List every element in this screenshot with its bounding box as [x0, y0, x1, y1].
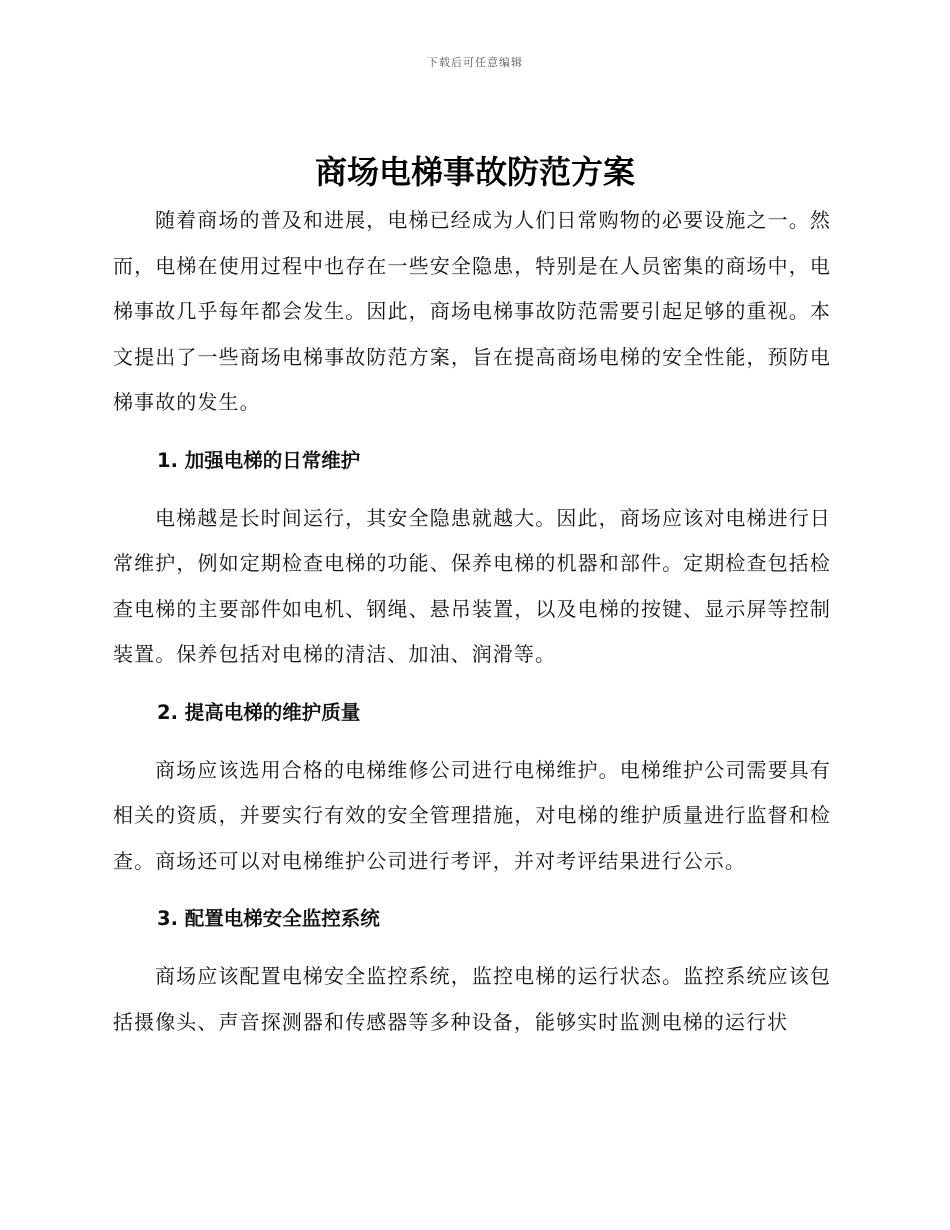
document-body	[113, 198, 831, 1045]
intro-paragraph: 随着商场的普及和进展，电梯已经成为人们日常购物的必要设施之一。然而，电梯在使用过程中也存在一些安全隐患，特别是在人员密集的商场中，电梯事故几乎每年都会发生。因此，商场电梯事故防范需要引起足够的重视。本文提出了一些商场电梯事故防范方案，旨在提高商场电梯的安全性能，预防电梯事故的发生。	[113, 208, 831, 414]
section-heading-3: 3. 配置电梯安全监控系统	[157, 907, 380, 930]
section-heading-2: 2. 提高电梯的维护质量	[157, 700, 361, 724]
document-title: 商场电梯事故防范方案	[314, 153, 635, 191]
section-heading-1: 1. 加强电梯的日常维护	[157, 448, 361, 472]
section-paragraph-1: 电梯越是长时间运行，其安全隐患就越大。因此，商场应该对电梯进行日常维护，例如定期检查电梯的功能、保养电梯的机器和部件。定期检查包括检查电梯的主要部件如电机、钢绳、悬吊装置，以及电梯的按键、显示屏等控制装置。保养包括对电梯的清洁、加油、润滑等。	[113, 505, 831, 666]
section-paragraph-2: 商场应该选用合格的电梯维修公司进行电梯维护。电梯维护公司需要具有相关的资质，并要实行有效的安全管理措施，对电梯的维护质量进行监督和检查。商场还可以对电梯维护公司进行考评，并对考评结果进行公示。	[113, 757, 831, 873]
page-header-watermark: 下载后可任意编辑	[427, 56, 523, 69]
section-paragraph-3: 商场应该配置电梯安全监控系统，监控电梯的运行状态。监控系统应该包括摄像头、声音探测器和传感器等多种设备，能够实时监测电梯的运行状	[113, 964, 831, 1034]
